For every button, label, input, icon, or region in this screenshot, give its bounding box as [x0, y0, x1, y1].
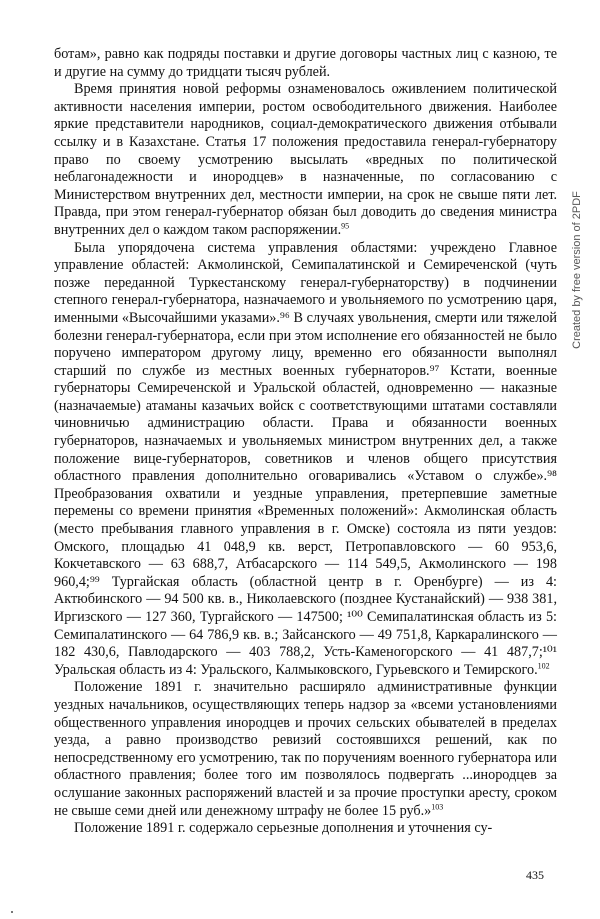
footnote-ref-102: 102	[537, 661, 550, 671]
document-page	[54, 46, 557, 838]
scan-speck	[11, 911, 13, 913]
footnote-ref-103: 103	[431, 801, 444, 811]
paragraph-1: ботам», равно как подряды поставки и другие договоры частных лиц с казною, те и другие на сумму до тридцати тысяч рублей.	[54, 46, 557, 80]
paragraph-4: Положение 1891 г. значительно расширяло административные функции уездных начальников, осуществляющих теперь надзор за «всеми установлениями общественного управления инородцев и прочих сельских обывателей в пределах уезда, а равно производство ревизий состоявшихся решений, как по непосредственному его усмотрению, так по поручениям военного губернатора или областного правления; более того им позволялось подвергать ...инородцев за ослушание законных распоряжений властей и за прочие проступки аресту, сроком не свыше семи дней или денежному штрафу не более 15 руб.»$^{103}$	[54, 679, 557, 819]
paragraph-5: Положение 1891 г. содержало серьезные дополнения и уточнения су-	[74, 820, 493, 837]
paragraph-2: Время принятия новой реформы ознаменовалось оживлением политической активности населения империи, ростом освободительного движения. Наиболее яркие представители народников, социал-демократического движения отбывали ссылку и в Казахстане. Статья 17 положения предоставила генерал-губернатору право по своему усмотрению высылать «вредных по политической неблагонадежности и инородцев» в назначенные, по согласованию с Министерством внутренних дел, местности империи, на срок не свыше пяти лет. Правда, при этом генерал-губернатор обязан был доводить до сведения министра внутренних дел о каждом таком распоряжении.$^{95}$	[54, 81, 557, 238]
watermark-text: Created by free version of 2PDF	[571, 191, 583, 349]
footnote-ref-95: 95	[341, 221, 350, 231]
page-number: 435	[526, 868, 544, 882]
paragraph-3: Была упорядочена система управления областями: учреждено Главное управление областей: Акмолинской, Семипалатинской и Семиреченской (чуть позже переданной Туркестанскому генерал-губернаторству) в подчинении степного генерал-губернатора, назначаемого и увольняемого по усмотрению царя, именными «Высочайшими указами».⁹⁶ В случаях увольнения, смерти или тяжелой болезни генерал-губернатора, если при этом исполнение его обязанностей не было поручено императором другому лицу, временно его обязанности выполнял старший по службе из местных военных губернаторов.⁹⁷ Кстати, военные губернаторы Семиреченской и Уральской областей, одновременно — наказные (назначаемые) атаманы казачьих войск с соответствующими штатами составляли чиновничью администрацию области. Права и обязанности военных губернаторов, назначаемых и увольняемых министром внутренних дел, а также положение вице-губернаторов, советников и членов общего присутствия областного правления дополнительно оговаривались «Уставом о службе».⁹⁸ Преобразования охватили и уездные управления, претерпевшие заметные перемены со времени принятия «Временных положений»: Акмолинская область (место пребывания главного управления в г. Омске) состояла из пяти уездов: Омского, площадью 41 048,9 кв. верст, Петропавловского — 60 953,6, Кокчетавского — 63 688,7, Атбасарского — 114 549,5, Акмолинского — 198 960,4;⁹⁹ Тургайская область (областной центр в г. Оренбурге) — из 4: Актюбинского — 94 500 кв. в., Николаевского (позднее Кустанайский) — 938 381, Иргизского — 127 360, Тургайского — 147500; ¹⁰⁰ Семипалатинская область из 5: Семипалатинского — 64 786,9 кв. в.; Зайсанского — 49 751,8, Каркаралинского — 182 430,6, Павлодарского — 403 788,2, Усть-Каменогорского — 41 487,7;¹⁰¹ Уральская область из 4: Уральского, Калмыковского, Гурьевского и Темирского.$^{102}$	[54, 239, 557, 678]
